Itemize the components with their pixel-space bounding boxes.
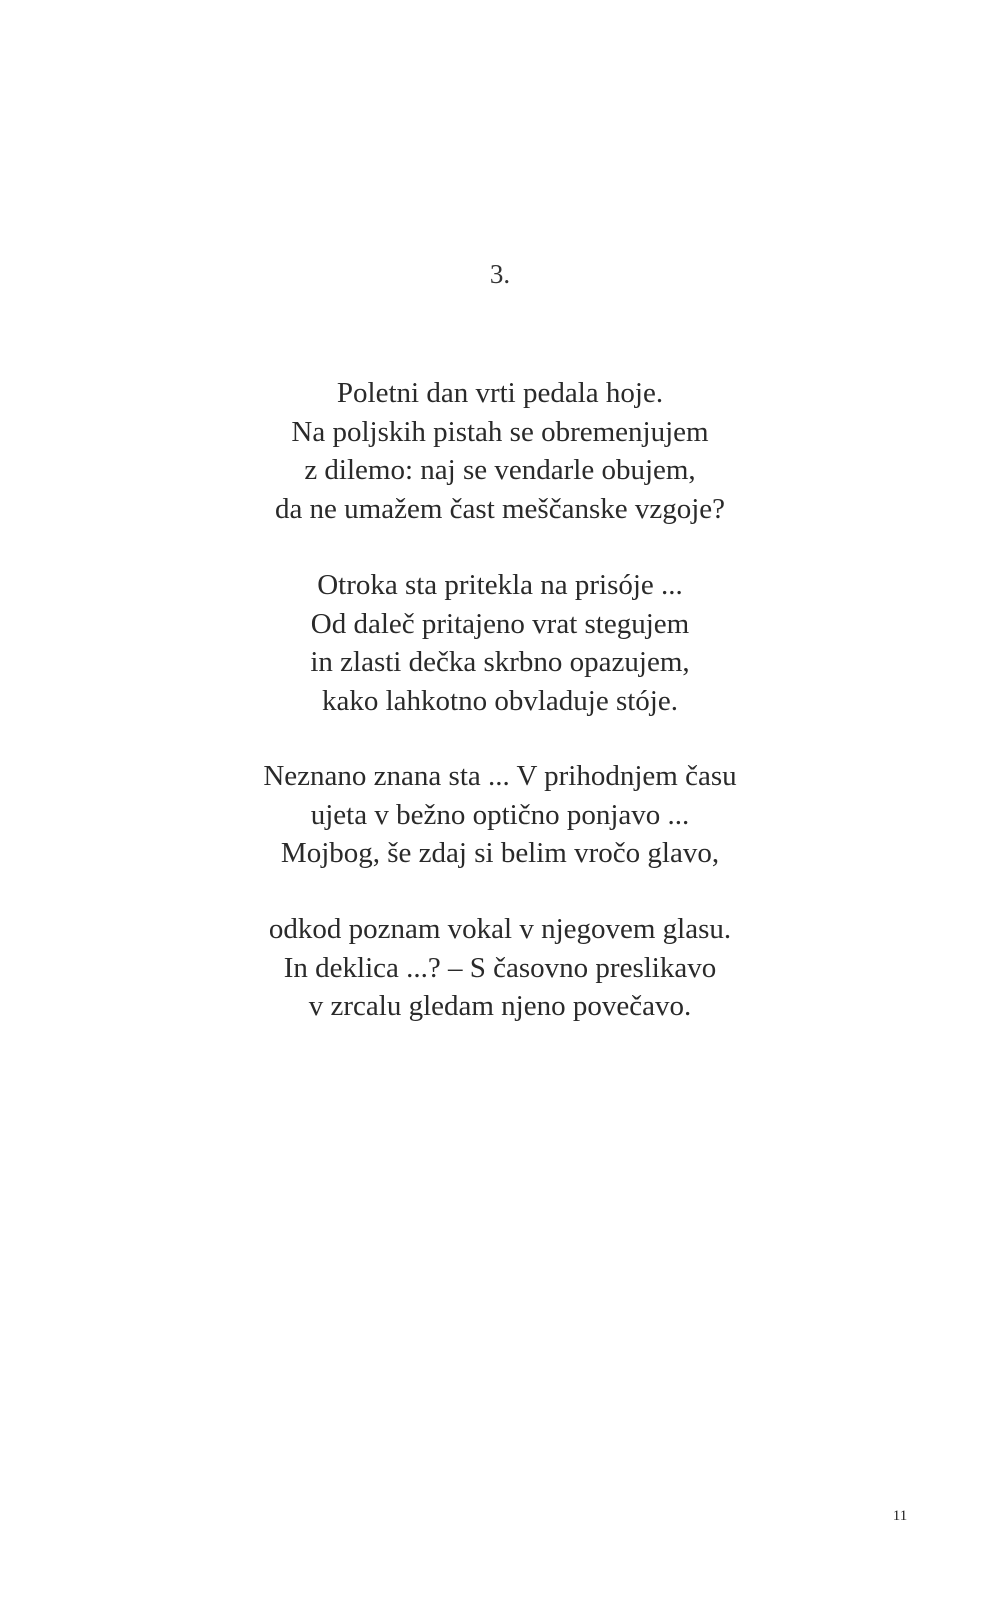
- poem-line: Mojbog, še zdaj si belim vročo glavo,: [280, 837, 720, 869]
- stanza-4: [0, 910, 1000, 1026]
- poem-line: Poletni dan vrti pedala hoje.: [336, 377, 664, 409]
- poem-line: Na poljskih pistah se obremenjujem: [291, 415, 709, 448]
- page-number: 11: [892, 1508, 908, 1524]
- poem-line: kako lahkotno obvladuje stóje.: [322, 684, 678, 717]
- poem-line: odkod poznam vokal v njegovem glasu.: [268, 913, 732, 945]
- poem-line: Od daleč pritajeno vrat stegujem: [310, 607, 690, 640]
- poem-line: In deklica ...? – S časovno preslikavo: [283, 951, 717, 984]
- stanza-3: [0, 757, 1000, 873]
- poem-line: Otroka sta pritekla na prisóje ...: [317, 569, 683, 601]
- poem-line: Neznano znana sta ... V prihodnjem času: [263, 760, 737, 792]
- poem-line: da ne umažem čast meščanske vzgoje?: [274, 492, 726, 525]
- poem-line: ujeta v bežno optično ponjavo ...: [310, 798, 690, 831]
- poem-number: 3.: [489, 259, 511, 289]
- stanza-2: [0, 566, 1000, 720]
- poem-line: v zrcalu gledam njeno povečavo.: [308, 990, 692, 1022]
- stanza-1: [0, 374, 1000, 528]
- poem-line: z dilemo: naj se vendarle obujem,: [304, 454, 696, 486]
- poem-line: in zlasti dečka skrbno opazujem,: [310, 646, 690, 678]
